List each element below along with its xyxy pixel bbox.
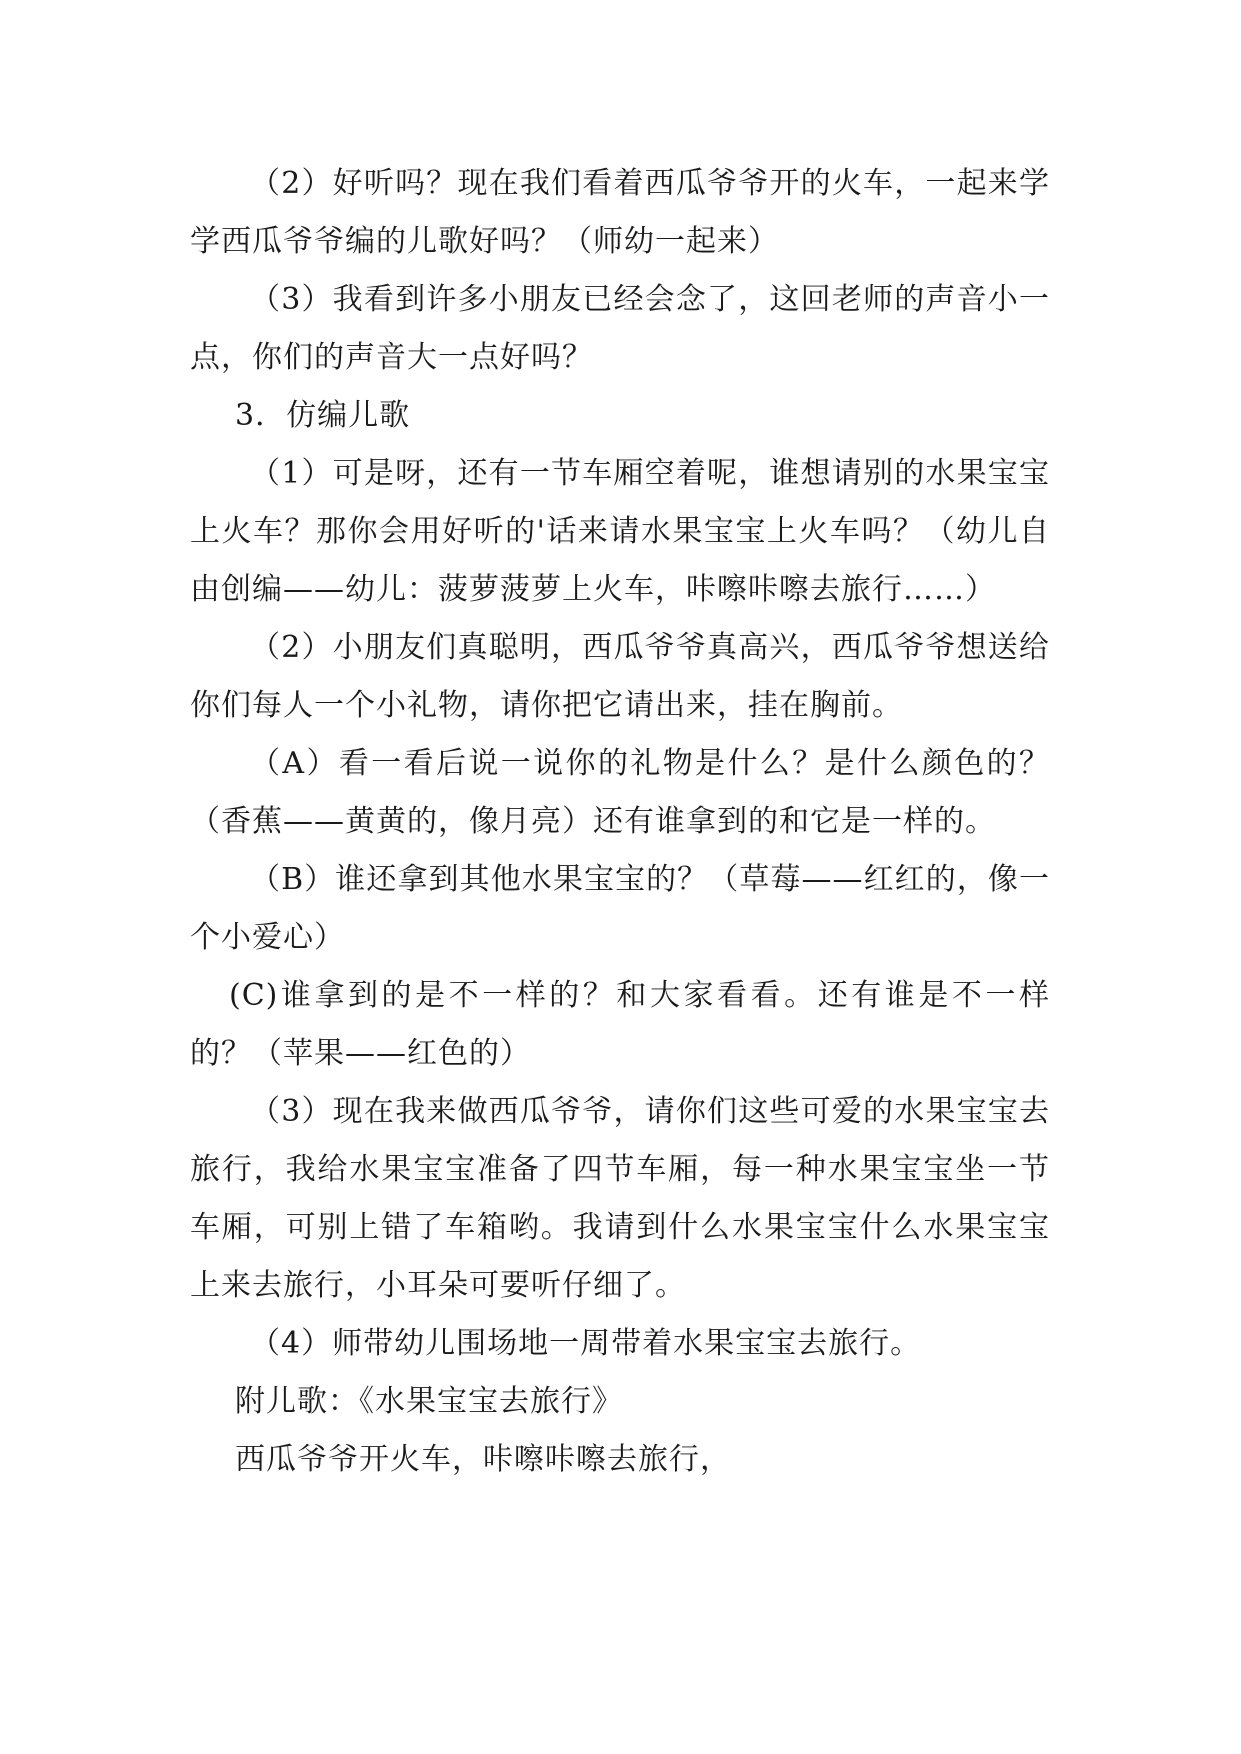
- paragraph-walk-around: （4）师带幼儿围场地一周带着水果宝宝去旅行。: [250, 1326, 922, 1361]
- document-body: [190, 155, 1050, 1489]
- paragraph-empty-carriage: （1）可是呀，还有一节车厢空着呢，谁想请别的水果宝宝上火车？那你会用好听的'话来请水果宝宝上火车吗？（幼儿自由创编——幼儿：菠萝菠萝上火车，咔嚓咔嚓去旅行……）: [190, 456, 1050, 607]
- paragraph-small-gift: （2）小朋友们真聪明，西瓜爷爷真高兴，西瓜爷爷想送给你们每人一个小礼物，请你把它请出来，挂在胸前。: [190, 630, 1050, 723]
- paragraph-listen-song: （2）好听吗？现在我们看着西瓜爷爷开的火车，一起来学学西瓜爷爷编的儿歌好吗？（师幼一起来）: [190, 166, 1050, 259]
- appendix-song-title: 附儿歌：《水果宝宝去旅行》: [235, 1384, 623, 1419]
- paragraph-item-b: （B）谁还拿到其他水果宝宝的？（草莓——红红的，像一个小爱心）: [190, 862, 1050, 955]
- section-heading-imitate-song: 3．仿编儿歌: [235, 398, 411, 433]
- paragraph-item-c: (C)谁拿到的是不一样的？和大家看看。还有谁是不一样的？（苹果——红色的）: [190, 978, 1050, 1071]
- paragraph-four-carriages: （3）现在我来做西瓜爷爷，请你们这些可爱的水果宝宝去旅行，我给水果宝宝准备了四节车厢，每一种水果宝宝坐一节车厢，可别上错了车箱哟。我请到什么水果宝宝什么水果宝宝上来去旅行，小耳朵可要听仔细了。: [190, 1094, 1050, 1303]
- paragraph-louder-voice: （3）我看到许多小朋友已经会念了，这回老师的声音小一点，你们的声音大一点好吗？: [190, 282, 1050, 375]
- paragraph-item-a: （A）看一看后说一说你的礼物是什么？是什么颜色的？（香蕉——黄黄的，像月亮）还有谁拿到的和它是一样的。: [190, 746, 1050, 839]
- song-first-line: 西瓜爷爷开火车，咔嚓咔嚓去旅行，: [235, 1442, 731, 1477]
